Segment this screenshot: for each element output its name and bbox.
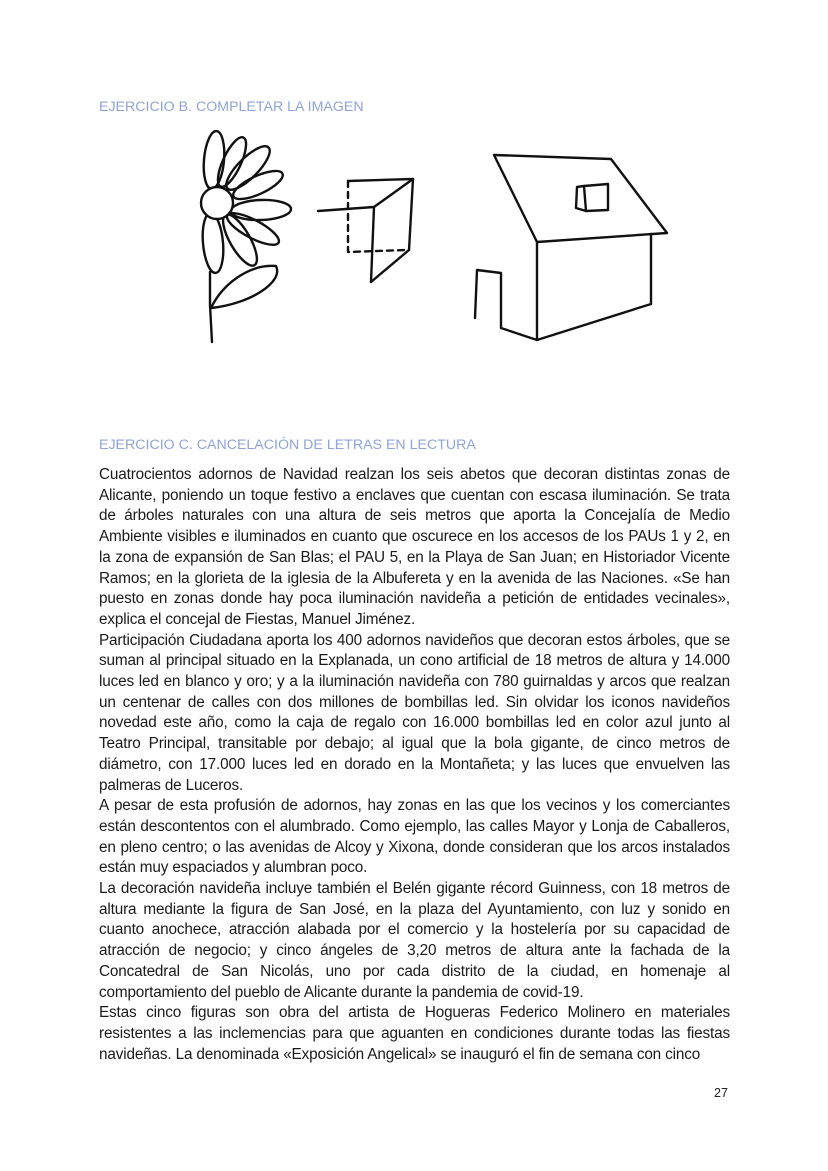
cube-drawing [318, 179, 413, 282]
exercise-c-heading: EJERCICIO C. CANCELACIÓN DE LETRAS EN LECTURA [99, 437, 476, 453]
reading-text [99, 465, 730, 1065]
exercise-b-figures [0, 0, 828, 400]
page-number: 27 [714, 1086, 728, 1100]
paragraph: A pesar de esta profusión de adornos, hay zonas en las que los vecinos y los comerciantes están descontentos con el alumbrado. Como ejemplo, las calles Mayor y Lonja de Caballeros, en pleno centro; o las avenidas de Alcoy y Xixona, donde consideran que los arcos instalados están muy espaciados y alumbran poco. [99, 797, 730, 877]
house-drawing [475, 155, 667, 340]
paragraph: Cuatrocientos adornos de Navidad realzan los seis abetos que decoran distintas zonas de Alicante, poniendo un toque festivo a enclaves que cuentan con escasa iluminación. Se trata de árboles naturales con una altura de seis metros que aporta la Concejalía de Medio Ambiente visibles e iluminados en cuanto que oscurece en los accesos de los PAUs 1 y 2, en la zona de expansión de San Blas; el PAU 5, en la Playa de San Juan; en Historiador Vicente Ramos; en la glorieta de la iglesia de la Albufereta y en la avenida de las Naciones. «Se han puesto en zonas donde hay poca iluminación navideña a petición de entidades vecinales», explica el concejal de Fiestas, Manuel Jiménez. [99, 466, 730, 628]
paragraph: Estas cinco figuras son obra del artista de Hogueras Federico Molinero en materiales resistentes a las inclemencias para que aguanten en condiciones durante todas las fiestas navideñas. La denominada «Exposición Angelical» se inauguró el fin de semana con cinco [99, 1004, 730, 1063]
exercise-b-heading: EJERCICIO B. COMPLETAR LA IMAGEN [99, 99, 364, 115]
paragraph: La decoración navideña incluye también el Belén gigante récord Guinness, con 18 metros de altura mediante la figura de San José, en la plaza del Ayuntamiento, con luz y sonido en cuanto anochece, atracción alabada por el comercio y la hostelería por su capacidad de atracción de negocio; y cinco ángeles de 3,20 metros de altura ante la fachada de la Concatedral de San Nicolás, uno por cada distrito de la ciudad, en homenaje al comportamiento del pueblo de Alicante durante la pandemia de covid-19. [99, 880, 730, 1001]
paragraph: Participación Ciudadana aporta los 400 adornos navideños que decoran estos árboles, que se suman al principal situado en la Explanada, un cono artificial de 18 metros de altura y 14.000 luces led en blanco y oro; y a la iluminación navideña con 780 guirnaldas y arcos que realzan un centenar de calles con dos millones de bombillas led. Sin olvidar los iconos navideños novedad este año, como la caja de regalo con 16.000 bombillas led en color azul junto al Teatro Principal, transitable por debajo; al igual que la bola gigante, de cinco metros de diámetro, con 17.000 luces led en dorado en la Montañeta; y las luces que envuelven las palmeras de Luceros. [99, 631, 730, 794]
flower-drawing [200, 130, 291, 342]
